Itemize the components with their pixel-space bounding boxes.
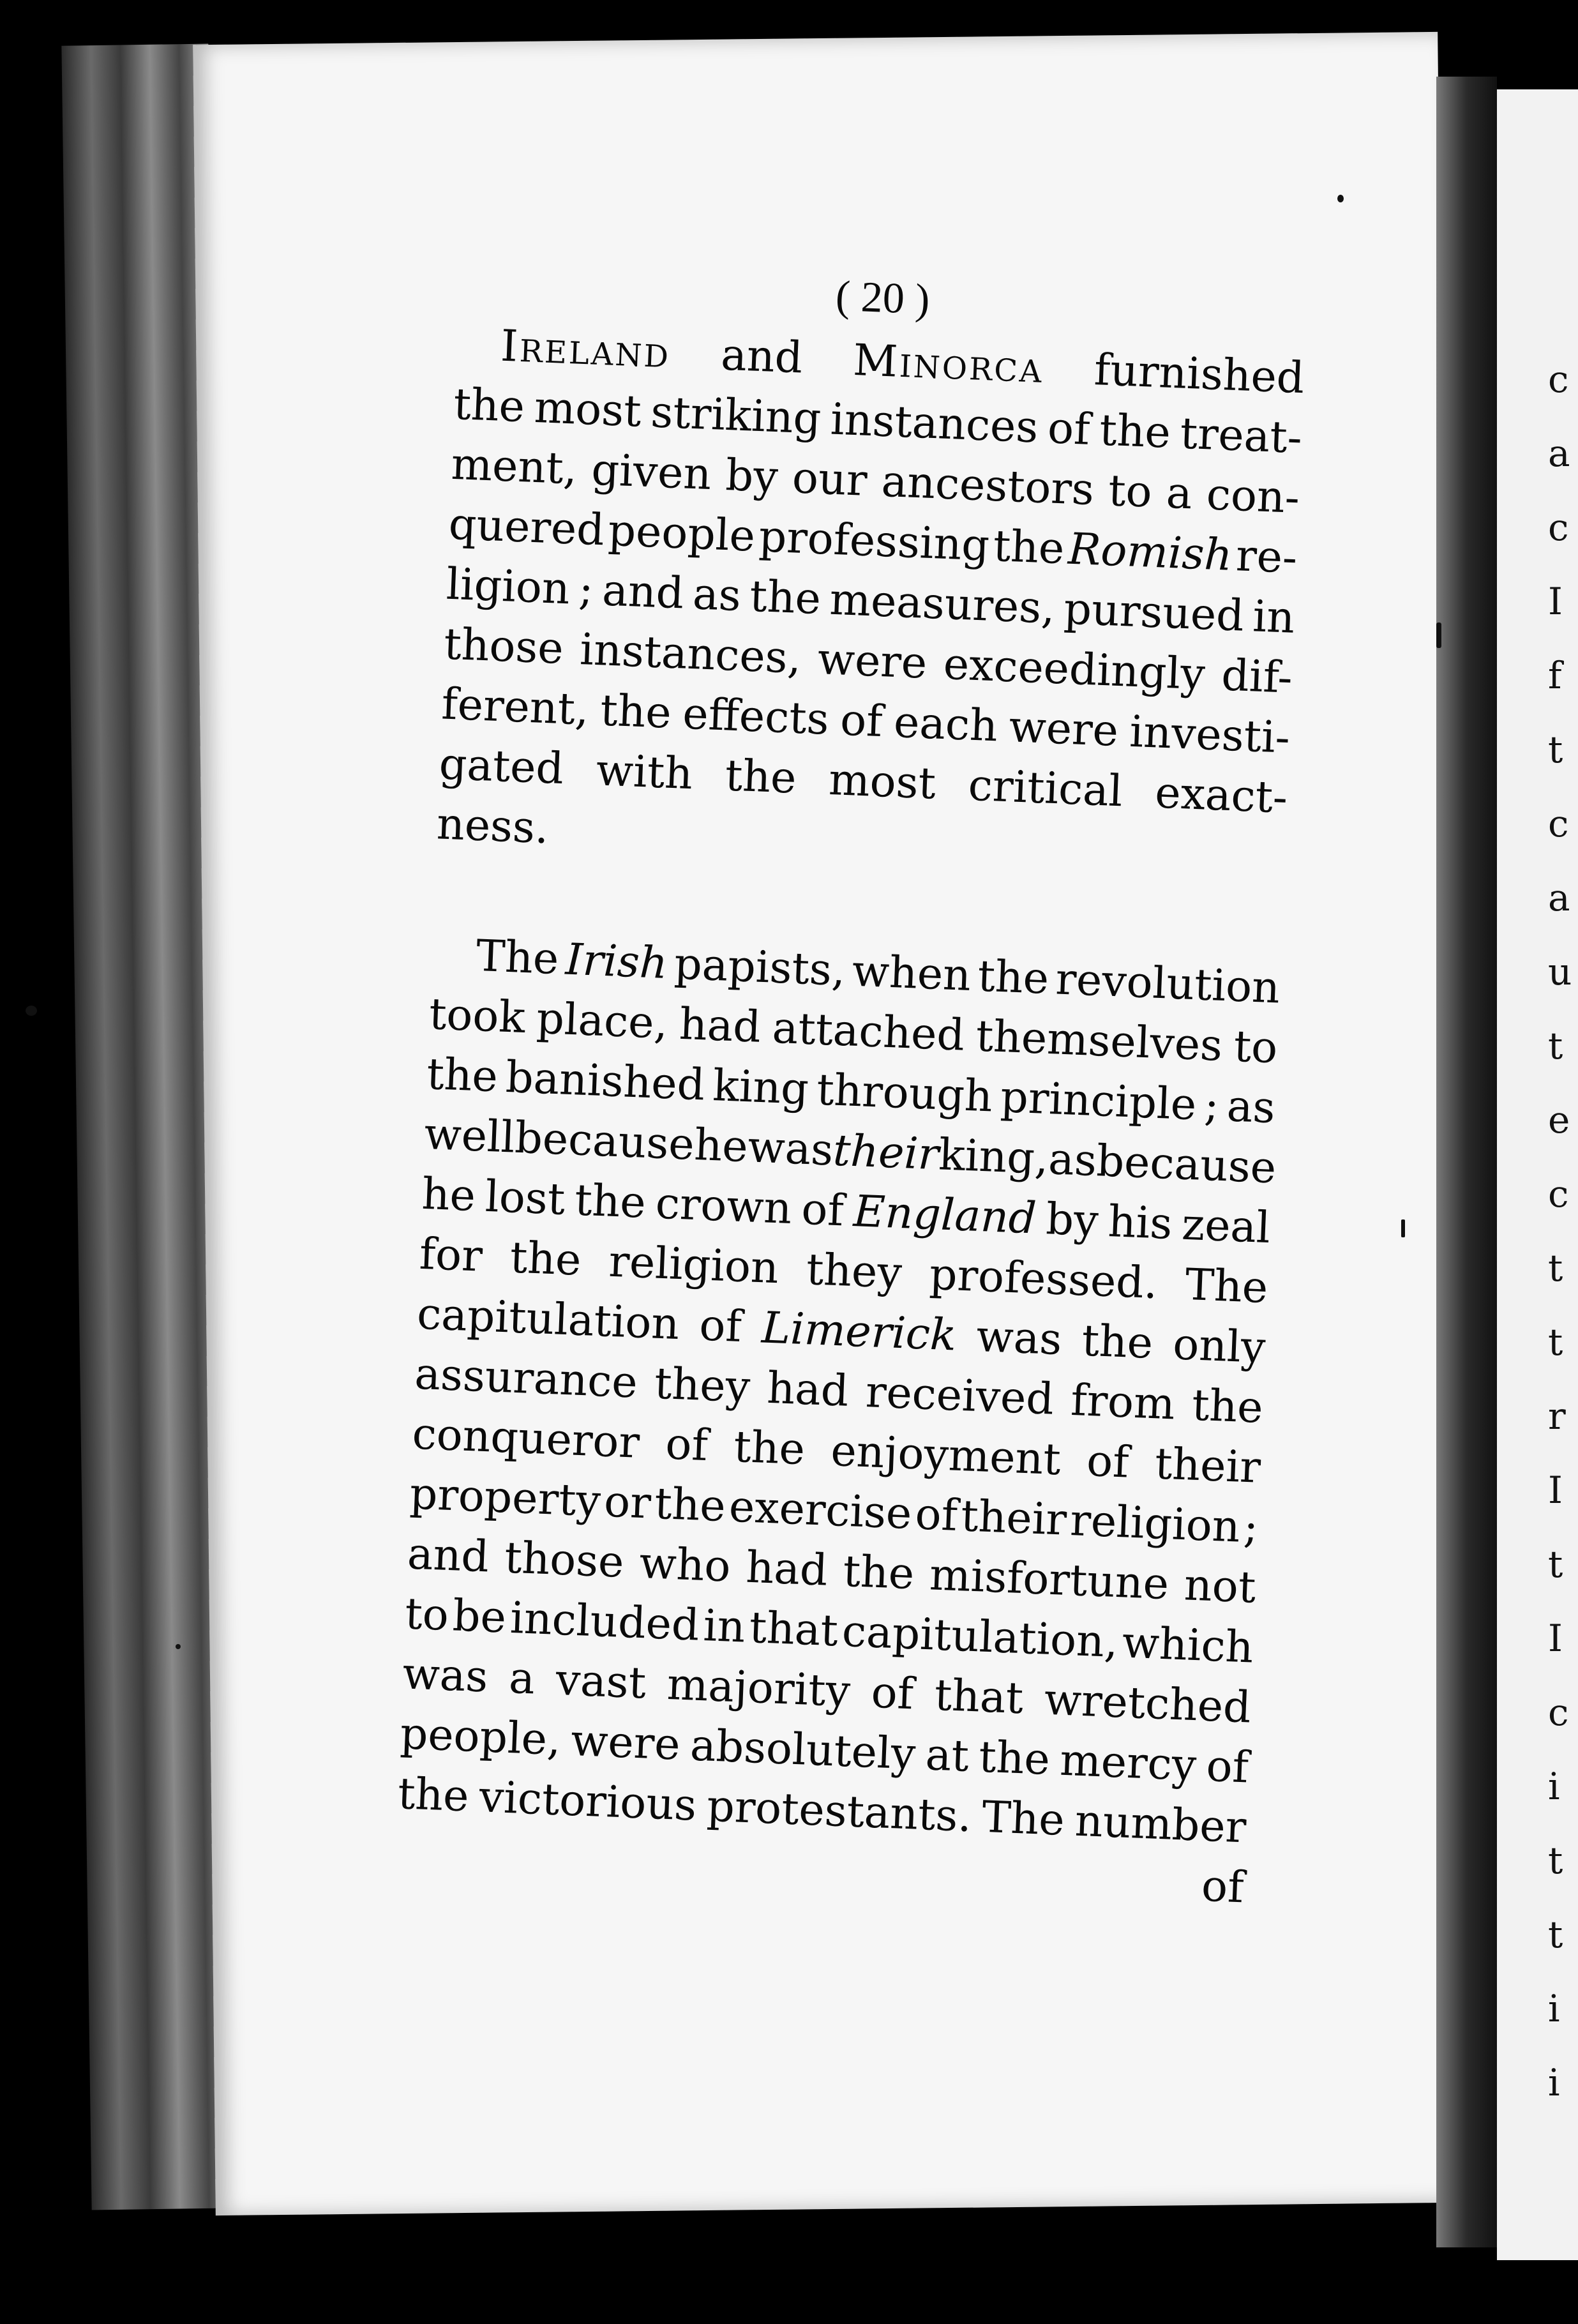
word: to — [1233, 1021, 1279, 1074]
word: the — [396, 1769, 470, 1822]
word: themselves — [975, 1011, 1224, 1071]
word: effects — [681, 688, 830, 745]
word: most — [827, 754, 937, 810]
word: he — [421, 1168, 477, 1222]
facing-page-letter: t — [1548, 1839, 1563, 1882]
word: misfortune — [928, 1550, 1170, 1610]
word: exact- — [1153, 767, 1289, 824]
word: of — [870, 1667, 915, 1720]
word: the — [724, 750, 797, 804]
word: from — [1069, 1375, 1176, 1430]
word: and — [719, 329, 804, 384]
word: re- — [1235, 531, 1298, 584]
word: treat- — [1179, 408, 1304, 464]
word: their — [959, 1491, 1068, 1546]
word: gated — [438, 739, 565, 795]
word: England — [852, 1186, 1037, 1244]
word: had — [745, 1542, 829, 1596]
word: the — [599, 685, 673, 739]
word: each — [892, 697, 999, 752]
word: the — [748, 571, 822, 625]
word: of — [1205, 1740, 1250, 1793]
word: majority — [666, 1659, 852, 1717]
word: to — [1107, 465, 1153, 518]
word: of — [698, 1300, 743, 1353]
word: striking — [649, 387, 822, 444]
word: people, — [399, 1709, 562, 1766]
word: not — [1183, 1560, 1257, 1613]
word: ness. — [435, 799, 550, 854]
word: through — [815, 1064, 994, 1122]
word: wretched — [1043, 1674, 1252, 1733]
word: had — [678, 999, 762, 1053]
facing-page-letter: c — [1548, 802, 1569, 845]
ink-speck — [1337, 195, 1344, 202]
word: in — [702, 1601, 747, 1653]
word: was — [747, 1122, 834, 1176]
word: ; — [1203, 1080, 1221, 1131]
word: ferent, — [440, 679, 590, 736]
word: ; — [1242, 1502, 1259, 1553]
word: the — [573, 1175, 647, 1228]
word: well — [423, 1108, 516, 1163]
word: he — [693, 1119, 749, 1173]
word: took — [428, 989, 527, 1044]
word: religion — [608, 1236, 780, 1294]
word: in — [1252, 591, 1296, 644]
word: absolutely — [689, 1720, 917, 1780]
word: conqueror — [411, 1408, 641, 1468]
word: the — [732, 1421, 806, 1475]
word: papists, — [673, 939, 846, 997]
word: as — [1047, 1134, 1098, 1187]
word: ligion — [445, 559, 571, 615]
word: by — [725, 450, 779, 503]
word: his — [1107, 1196, 1173, 1249]
word: pursued — [1063, 584, 1245, 642]
facing-page-letter: u — [1548, 950, 1572, 993]
word: furnished — [1093, 345, 1305, 404]
word: Irish — [564, 934, 669, 989]
word: quered — [447, 499, 606, 556]
word: which — [1121, 1617, 1255, 1673]
word: their — [1153, 1438, 1262, 1493]
word: exercise — [728, 1481, 913, 1539]
ink-speck — [176, 1644, 181, 1649]
facing-page-letter: t — [1548, 1320, 1563, 1364]
facing-page-letter: I — [1548, 1617, 1563, 1660]
facing-page-letter: r — [1548, 1394, 1566, 1438]
word: ; — [578, 564, 595, 615]
ink-speck — [1401, 1219, 1405, 1237]
word: Minorca — [852, 335, 1045, 393]
page-text — [395, 255, 1308, 1918]
facing-page-letter: t — [1548, 1024, 1563, 1068]
ink-speck — [26, 1006, 37, 1016]
word: at — [924, 1730, 970, 1782]
word: the — [509, 1232, 582, 1286]
word: protestants. — [705, 1781, 973, 1843]
word: lost — [484, 1171, 566, 1225]
word: as — [1226, 1081, 1277, 1134]
word: received — [864, 1366, 1055, 1425]
word: only — [1171, 1319, 1266, 1374]
word: the — [453, 379, 526, 433]
word: were — [569, 1715, 682, 1770]
paragraph-2 — [396, 924, 1281, 1858]
facing-page-letter: t — [1548, 1913, 1563, 1956]
word: their — [832, 1125, 940, 1181]
word: the — [977, 1732, 1051, 1785]
word: was — [402, 1649, 489, 1703]
word: king, — [938, 1129, 1050, 1185]
word: investi- — [1129, 706, 1291, 764]
word: professing — [758, 511, 991, 571]
word: vast — [555, 1654, 647, 1709]
word: assurance — [414, 1348, 639, 1408]
word: principle — [999, 1072, 1198, 1131]
word: the — [977, 951, 1050, 1004]
word: Limerick — [760, 1302, 958, 1361]
word: who — [638, 1537, 732, 1592]
word: victorious — [478, 1772, 698, 1831]
word: Romish — [1067, 524, 1233, 581]
word: that — [933, 1670, 1025, 1724]
book-gutter — [1436, 77, 1497, 2247]
facing-page-letter: c — [1548, 358, 1569, 401]
word: of — [839, 695, 884, 748]
word: banished — [504, 1052, 706, 1111]
word: people — [607, 505, 756, 562]
word: of — [1046, 403, 1091, 455]
word: were — [1008, 702, 1120, 757]
word: king — [712, 1060, 810, 1115]
word: was — [975, 1311, 1063, 1366]
word: as — [691, 569, 742, 622]
word: crown — [654, 1178, 793, 1235]
word: ancestors — [880, 456, 1095, 516]
word: professed. — [928, 1249, 1159, 1309]
word: by — [1045, 1194, 1100, 1247]
word: capitulation — [416, 1288, 680, 1350]
word: had — [766, 1362, 850, 1417]
word: with — [595, 745, 694, 800]
facing-page-letter: c — [1548, 1691, 1569, 1734]
word: zeal — [1180, 1199, 1272, 1254]
word: the — [992, 520, 1065, 575]
facing-page-letter: i — [1548, 1765, 1560, 1808]
ink-speck — [1436, 622, 1441, 648]
word: of — [1085, 1435, 1131, 1488]
word: The — [981, 1792, 1066, 1846]
facing-page-letter: c — [1548, 506, 1569, 549]
word: the — [1081, 1315, 1154, 1369]
word: Ireland — [499, 321, 672, 379]
word: for — [418, 1228, 484, 1282]
word: of — [914, 1489, 959, 1541]
word: dif- — [1220, 650, 1294, 704]
word: exceedingly — [942, 638, 1206, 700]
word: because — [513, 1112, 696, 1170]
word: those — [503, 1532, 625, 1588]
word: capitulation, — [841, 1606, 1120, 1668]
word: place, — [535, 993, 669, 1050]
facing-page-letter: i — [1548, 2061, 1560, 2104]
word: enjoyment — [830, 1425, 1062, 1486]
catchword: of — [1200, 1860, 1245, 1913]
word: con- — [1205, 469, 1301, 524]
word: of — [665, 1419, 709, 1472]
word: most — [533, 382, 643, 437]
word: critical — [967, 760, 1124, 817]
word: they — [805, 1244, 903, 1299]
word: number — [1074, 1795, 1247, 1853]
page-number: ( 20 ) — [834, 271, 931, 324]
word: or — [603, 1476, 652, 1529]
word: given — [590, 444, 712, 501]
word: be — [451, 1590, 507, 1643]
word: The — [475, 930, 560, 985]
word: attached — [771, 1002, 966, 1061]
word: were — [816, 634, 928, 689]
word: ment, — [450, 439, 578, 495]
word: when — [851, 946, 972, 1002]
paragraph-1 — [435, 315, 1305, 889]
facing-page-letter: e — [1548, 1098, 1570, 1142]
facing-page-letter: c — [1548, 1172, 1569, 1216]
facing-page-letter: I — [1548, 1468, 1563, 1512]
word: that — [748, 1602, 839, 1657]
facing-page-letter: t — [1548, 728, 1563, 771]
facing-page-letter: a — [1548, 876, 1570, 919]
facing-page-letter: i — [1548, 1987, 1560, 2030]
word: instances, — [578, 624, 802, 684]
facing-page-letter: t — [1548, 1246, 1563, 1290]
word: included — [509, 1592, 701, 1651]
word: those — [442, 619, 565, 674]
word: our — [791, 453, 868, 506]
word: The — [1184, 1259, 1269, 1314]
word: mercy — [1058, 1735, 1198, 1792]
word: the — [1098, 405, 1172, 458]
word: measures, — [829, 574, 1056, 634]
word: and — [406, 1528, 490, 1583]
word: the — [1191, 1380, 1265, 1433]
word: a — [507, 1652, 536, 1705]
word: the — [842, 1546, 915, 1600]
word: to — [403, 1588, 450, 1641]
word: religion — [1069, 1495, 1242, 1553]
word: revolution — [1055, 954, 1281, 1014]
word: instances — [829, 394, 1039, 453]
word: property — [409, 1468, 602, 1527]
facing-page-letter: a — [1548, 432, 1570, 475]
word: and — [601, 565, 685, 619]
facing-page-letter: t — [1548, 1543, 1563, 1586]
facing-page-letter: f — [1548, 654, 1562, 697]
facing-page-letter: I — [1548, 580, 1563, 623]
word: because — [1095, 1136, 1277, 1194]
word: they — [653, 1358, 751, 1413]
word: the — [425, 1048, 499, 1103]
word: a — [1165, 467, 1194, 520]
word: the — [653, 1478, 727, 1532]
word: of — [800, 1184, 845, 1237]
